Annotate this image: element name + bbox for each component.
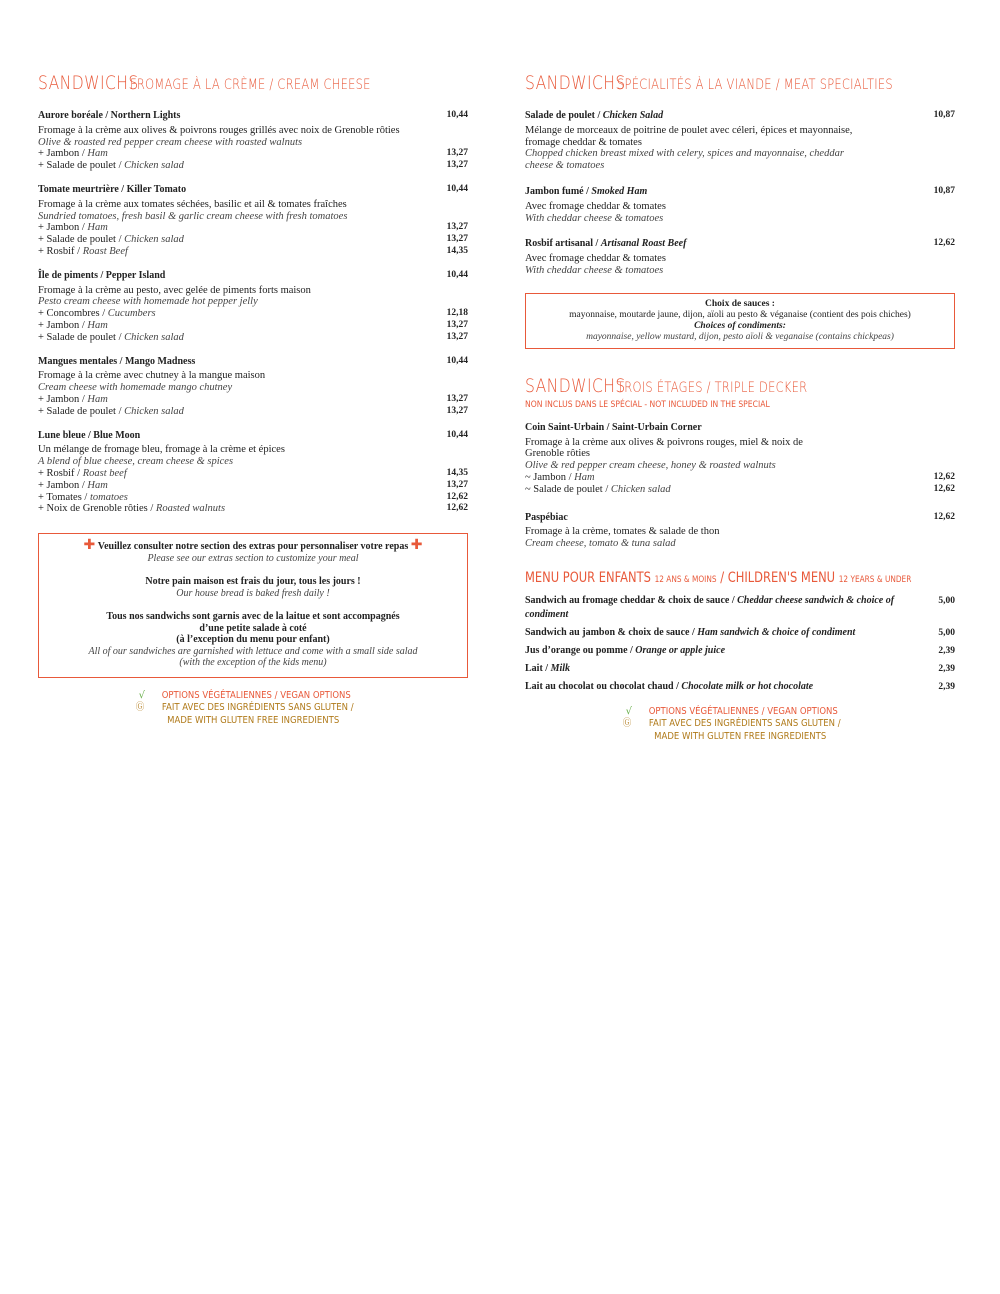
- extra-label: [38, 480, 108, 492]
- vegan-check-icon: √: [625, 705, 632, 717]
- right-column: [525, 72, 955, 743]
- item-extra: [38, 394, 468, 406]
- extra-en: Chicken salad: [124, 234, 184, 246]
- sauces-title-en: Choices of condiments:: [694, 320, 786, 331]
- menu-item: [525, 186, 955, 224]
- menu-item: [38, 184, 468, 258]
- item-name-en: Chicken Salad: [602, 110, 664, 121]
- item-extra: [38, 332, 468, 344]
- item-price: 12,62: [933, 511, 955, 522]
- bread-note-en: Our house bread is baked fresh daily !: [176, 587, 330, 599]
- item-desc-en: With cheddar cheese & tomatoes: [525, 264, 664, 276]
- section-header-triple: [525, 375, 955, 397]
- menu-item: [525, 110, 955, 172]
- item-price: 10,44: [446, 355, 468, 366]
- section-header-kids: [525, 570, 955, 586]
- plus-cross-icon: ✚: [410, 537, 423, 554]
- extra-label: [525, 472, 595, 484]
- extra-fr: + Jambon /: [38, 479, 88, 491]
- legend-left: [38, 690, 468, 728]
- item-desc-en: With cheddar cheese & tomatoes: [525, 212, 664, 224]
- item-name: Paspébiac: [525, 511, 568, 523]
- extra-price: 13,27: [446, 319, 468, 330]
- item-price: 10,87: [933, 185, 955, 196]
- extra-fr: + Concombres /: [38, 308, 108, 320]
- sauces-list-fr: mayonnaise, moutarde jaune, dijon, aïoli au pesto & véganaise (contient des pois chiches): [569, 309, 911, 320]
- kids-item: [525, 662, 955, 676]
- section-subtitle: TROIS ÉTAGES / TRIPLE DECKER: [617, 379, 808, 396]
- extra-price: 14,35: [446, 467, 468, 478]
- kids-item-label: [525, 680, 813, 694]
- item-price: 10,44: [446, 110, 468, 120]
- item-name: Aurore boréale / Northern Lights: [38, 110, 181, 121]
- extra-price: 12,62: [933, 471, 955, 482]
- extra-label: [38, 234, 184, 246]
- extra-en: Ham: [87, 222, 108, 234]
- kids-item: [525, 626, 955, 640]
- extra-price: 13,27: [446, 393, 468, 404]
- item-name-en: Artisanal Roast Beef: [600, 238, 687, 250]
- extra-label: [38, 394, 108, 406]
- cream-cheese-items: [38, 110, 468, 515]
- extra-en: tomatoes: [89, 491, 128, 503]
- extra-price: 14,35: [446, 245, 468, 256]
- extra-en: Ham: [87, 319, 108, 331]
- item-name-fr: Jambon fumé /: [525, 185, 592, 197]
- sauces-title-fr: Choix de sauces :: [705, 298, 775, 309]
- item-desc-fr: Fromage à la crème aux olives & poivrons rouges grillés avec noix de Grenoble rôties: [38, 124, 400, 136]
- item-extra: [38, 148, 468, 160]
- extra-label: [38, 406, 184, 418]
- item-name: [525, 238, 686, 250]
- item-price: 10,87: [933, 110, 955, 120]
- item-desc-fr: Mélange de morceaux de poitrine de poulet avec céleri, épices et mayonnaise,: [525, 124, 853, 136]
- section-subtitle: FROMAGE À LA CRÈME / CREAM CHEESE: [130, 77, 371, 93]
- item-desc-en: A blend of blue cheese, cream cheese & spices: [38, 456, 234, 468]
- item-extra: [38, 308, 468, 320]
- extra-label: [38, 492, 128, 504]
- kids-item: [525, 644, 955, 658]
- extra-label: [38, 320, 108, 332]
- extra-label: [38, 222, 108, 234]
- extra-fr: + Salade de poulet /: [38, 234, 125, 246]
- extra-price: 13,27: [446, 331, 468, 342]
- extra-en: Ham: [574, 471, 595, 483]
- item-extra: [38, 246, 468, 258]
- item-desc-en: Pesto cream cheese with homemade hot pepper jelly: [38, 296, 258, 308]
- legend-gf-2: MADE WITH GLUTEN FREE INGREDIENTS: [653, 730, 827, 742]
- extra-price: 13,27: [446, 405, 468, 416]
- item-name: Coin Saint-Urbain / Saint-Urbain Corner: [525, 421, 702, 433]
- extra-price: 13,27: [446, 222, 468, 233]
- extra-fr: + Tomates /: [38, 491, 90, 503]
- plus-cross-icon: ✚: [83, 537, 96, 554]
- garnish-note-en-2: (with the exception of the kids menu): [179, 657, 327, 669]
- item-name: Mangues mentales / Mango Madness: [38, 355, 196, 367]
- extra-label: [38, 246, 128, 258]
- kids-item-price: 2,39: [938, 681, 955, 692]
- kids-item-en: Milk: [550, 662, 571, 674]
- triple-items: [525, 422, 955, 550]
- section-title: SANDWICHS: [525, 374, 626, 397]
- item-name-en: Smoked Ham: [591, 185, 648, 197]
- legend-gf-1: FAIT AVEC DES INGRÉDIENTS SANS GLUTEN /: [162, 702, 354, 714]
- item-extra: [38, 160, 468, 172]
- extra-fr: + Salade de poulet /: [38, 331, 125, 343]
- extra-en: Chicken salad: [124, 405, 184, 417]
- extra-price: 13,27: [446, 148, 468, 159]
- legend-vegan: OPTIONS VÉGÉTALIENNES / VEGAN OPTIONS: [648, 705, 838, 717]
- info-box: [38, 533, 468, 678]
- item-desc-en: Olive & roasted red pepper cream cheese with roasted walnuts: [38, 136, 303, 148]
- extra-fr: + Jambon /: [38, 222, 88, 234]
- item-name: [525, 110, 663, 122]
- gluten-free-icon: Ⓖ: [136, 702, 145, 714]
- menu-item: [38, 430, 468, 516]
- kids-item-label: [525, 662, 570, 676]
- kids-item-fr: Lait /: [525, 662, 551, 674]
- extra-fr: + Jambon /: [38, 319, 88, 331]
- left-column: [38, 72, 468, 727]
- item-name-fr: Salade de poulet /: [525, 110, 603, 121]
- extra-fr: + Jambon /: [38, 393, 88, 405]
- kids-item-label: [525, 644, 725, 658]
- kids-title-fr: MENU POUR ENFANTS: [525, 569, 651, 586]
- garnish-note-fr-3: (à l’exception du menu pour enfant): [176, 634, 330, 646]
- item-desc-fr: Fromage à la crème avec chutney à la mangue maison: [38, 370, 266, 382]
- kids-item: [525, 680, 955, 694]
- legend-right: [525, 706, 955, 744]
- item-desc-fr: Grenoble rôties: [525, 448, 591, 460]
- item-desc-en: Cream cheese with homemade mango chutney: [38, 382, 233, 394]
- item-extra: [38, 492, 468, 504]
- extra-price: 12,62: [933, 483, 955, 494]
- extra-price: 13,27: [446, 479, 468, 490]
- extra-price: 12,18: [446, 308, 468, 319]
- kids-item-fr: Sandwich au fromage cheddar & choix de sauce /: [525, 594, 738, 606]
- triple-not-included-note: NON INCLUS DANS LE SPÉCIAL - NOT INCLUDED IN THE SPECIAL: [525, 399, 770, 410]
- menu-item: [525, 512, 955, 550]
- legend-vegan: OPTIONS VÉGÉTALIENNES / VEGAN OPTIONS: [161, 689, 351, 701]
- extra-label: [38, 148, 108, 160]
- extra-en: Roast beef: [82, 467, 127, 479]
- item-name: Lune bleue / Blue Moon: [38, 429, 141, 441]
- menu-item: [38, 110, 468, 172]
- item-name: Île de piments / Pepper Island: [38, 269, 166, 281]
- garnish-note-en-1: All of our sandwiches are garnished with lettuce and come with a small side salad: [88, 645, 418, 657]
- kids-item-price: 2,39: [938, 663, 955, 674]
- extra-fr: + Rosbif /: [38, 467, 83, 479]
- extra-label: [525, 484, 671, 496]
- extra-en: Chicken salad: [124, 331, 184, 343]
- kids-item-en: Cheddar cheese sandwich & choice of condiment: [525, 594, 895, 620]
- menu-item: [38, 356, 468, 418]
- kids-item-fr: Jus d’orange ou pomme /: [525, 644, 636, 656]
- item-extra: [38, 234, 468, 246]
- kids-item-en: Ham sandwich & choice of condiment: [697, 626, 856, 638]
- extra-label: [38, 503, 225, 515]
- kids-item-en: Orange or apple juice: [635, 644, 726, 656]
- kids-item-price: 5,00: [938, 627, 955, 638]
- item-extra: [38, 503, 468, 515]
- garnish-note-fr-1: Tous nos sandwichs sont garnis avec de la laitue et sont accompagnés: [106, 611, 400, 623]
- extra-en: Roasted walnuts: [155, 503, 226, 515]
- item-name: [525, 186, 647, 198]
- item-price: 12,62: [933, 238, 955, 249]
- item-price: 10,44: [446, 269, 468, 280]
- extra-fr: + Rosbif /: [38, 245, 83, 257]
- kids-items: [525, 594, 955, 694]
- garnish-note-fr-2: d’une petite salade à coté: [199, 622, 307, 634]
- legend-gf-1: FAIT AVEC DES INGRÉDIENTS SANS GLUTEN /: [649, 718, 841, 730]
- item-price: 10,44: [446, 183, 468, 194]
- extra-fr: + Noix de Grenoble rôties /: [38, 503, 156, 515]
- item-extra: [38, 468, 468, 480]
- item-desc-fr: Fromage à la crème au pesto, avec gelée de piments forts maison: [38, 284, 311, 296]
- extra-fr: + Jambon /: [38, 148, 88, 160]
- kids-item-price: 5,00: [938, 595, 955, 606]
- item-extra: [38, 406, 468, 418]
- sauces-list-en: mayonnaise, yellow mustard, dijon, pesto aïoli & veganaise (contains chickpeas): [586, 331, 894, 342]
- extra-fr: ~ Jambon /: [525, 471, 575, 483]
- menu-item: [525, 238, 955, 276]
- kids-title-en: / CHILDREN'S MENU: [720, 569, 836, 586]
- extra-price: 13,27: [446, 160, 468, 171]
- section-subtitle: SPÉCIALITÉS À LA VIANDE / MEAT SPECIALTIES: [617, 77, 893, 93]
- bread-note-fr: Notre pain maison est frais du jour, tous les jours !: [145, 576, 361, 588]
- extra-label: [38, 160, 184, 172]
- kids-item-label: [525, 626, 855, 640]
- extra-price: 12,62: [446, 503, 468, 514]
- item-desc-fr: Avec fromage cheddar & tomates: [525, 253, 666, 265]
- extra-en: Roast Beef: [82, 245, 128, 257]
- item-desc-en: Cream cheese, tomato & tuna salad: [525, 538, 676, 550]
- kids-age-en: 12 YEARS & UNDER: [838, 574, 912, 585]
- sauces-box: [525, 293, 955, 349]
- extra-en: Chicken salad: [124, 160, 184, 172]
- section-header-cream-cheese: [38, 72, 468, 94]
- section-title: SANDWICHS: [38, 72, 139, 94]
- item-desc-fr: Un mélange de fromage bleu, fromage à la crème et épices: [38, 444, 285, 456]
- item-desc-fr: fromage cheddar & tomates: [525, 136, 642, 148]
- gluten-free-icon: Ⓖ: [623, 718, 632, 730]
- item-desc-fr: Fromage à la crème aux olives & poivrons rouges, miel & noix de: [525, 436, 803, 448]
- item-extra: [38, 480, 468, 492]
- item-desc-fr: Fromage à la crème, tomates & salade de thon: [525, 526, 720, 538]
- kids-item-price: 2,39: [938, 645, 955, 656]
- extra-label: [38, 308, 156, 320]
- vegan-check-icon: √: [138, 689, 145, 701]
- item-desc-fr: Fromage à la crème aux tomates séchées, basilic et ail & tomates fraîches: [38, 198, 347, 210]
- extra-fr: + Salade de poulet /: [38, 405, 125, 417]
- item-extra: [525, 472, 955, 484]
- section-header-meat: [525, 72, 955, 94]
- extra-en: Chicken salad: [610, 483, 671, 495]
- extras-note-fr: Veuillez consulter notre section des extras pour personnaliser votre repas: [97, 541, 409, 553]
- extra-en: Ham: [87, 393, 108, 405]
- extra-label: [38, 332, 184, 344]
- legend-gf-2: MADE WITH GLUTEN FREE INGREDIENTS: [166, 714, 340, 726]
- kids-item-fr: Sandwich au jambon & choix de sauce /: [525, 626, 698, 638]
- item-name-fr: Rosbif artisanal /: [525, 238, 601, 250]
- kids-age-fr: 12 ANS & MOINS: [654, 574, 717, 585]
- item-extra: [38, 320, 468, 332]
- menu-item: [525, 422, 955, 496]
- extra-en: Ham: [87, 479, 108, 491]
- item-name: Tomate meurtrière / Killer Tomato: [38, 183, 187, 195]
- item-extra: [38, 222, 468, 234]
- item-desc-en: Sundried tomatoes, fresh basil & garlic cream cheese with fresh tomatoes: [38, 210, 348, 222]
- extra-price: 12,62: [446, 491, 468, 502]
- kids-item-label: [525, 594, 905, 622]
- extra-fr: ~ Salade de poulet /: [525, 483, 611, 495]
- menu-item: [38, 270, 468, 344]
- item-desc-fr: Avec fromage cheddar & tomates: [525, 200, 666, 212]
- extra-price: 13,27: [446, 234, 468, 245]
- kids-item: [525, 594, 955, 622]
- kids-item-fr: Lait au chocolat ou chocolat chaud /: [525, 680, 682, 692]
- item-desc-en: cheese & tomatoes: [525, 160, 605, 172]
- kids-item-en: Chocolate milk or hot chocolate: [681, 680, 814, 692]
- item-price: 10,44: [446, 429, 468, 440]
- extra-en: Ham: [87, 148, 108, 160]
- extra-label: [38, 468, 127, 480]
- item-desc-en: Chopped chicken breast mixed with celery, spices and mayonnaise, cheddar: [525, 148, 844, 160]
- item-desc-en: Olive & red pepper cream cheese, honey & roasted walnuts: [525, 460, 776, 472]
- meat-items: [525, 110, 955, 277]
- extras-note-en: Please see our extras section to customize your meal: [147, 552, 359, 564]
- section-title: SANDWICHS: [525, 72, 626, 94]
- extra-en: Cucumbers: [107, 308, 156, 320]
- extra-fr: + Salade de poulet /: [38, 160, 125, 172]
- item-extra: [525, 484, 955, 496]
